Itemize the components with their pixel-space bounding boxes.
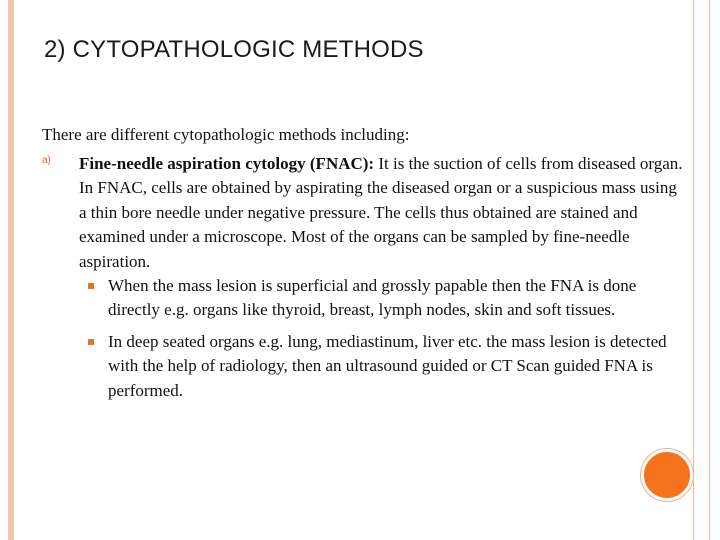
list-item-text [79,152,687,274]
slide-body [42,122,687,403]
list-item-heading: Fine-needle aspiration cytology (FNAC): [79,154,375,173]
left-border-stripe [8,0,14,540]
list-marker: a) [42,155,51,166]
sub-item-deep-seated [79,330,687,403]
sub-item-text: When the mass lesion is superficial and grossly papable then the FNA is done directly e.g. organs like thyroid, breast, lymph nodes, skin and soft tissues. [108,276,637,320]
slide-title: 2) CYTOPATHOLOGIC METHODS [44,36,424,63]
square-bullet-icon [88,283,94,289]
sub-item-superficial [79,274,687,323]
sub-item-text: In deep seated organs e.g. lung, mediastinum, liver etc. the mass lesion is detected with the help of radiology, then an ultrasound guided or CT Scan guided FNA is performed. [108,331,667,400]
list-item-fnac [42,152,687,403]
right-border-stripe [693,0,710,540]
list-item-body: It is the suction of cells from diseased organ. In FNAC, cells are obtained by aspirating the diseased organ or a suspicious mass using a thin bore needle under negative pressure. The cells thus obtained are stained and examined under a microscope. Most of the organs can be sampled by fine-needle aspiration. [79,154,683,271]
square-bullet-icon [88,339,94,345]
decorative-circle [641,449,693,501]
intro-text: There are different cytopathologic methods including: [42,125,410,144]
